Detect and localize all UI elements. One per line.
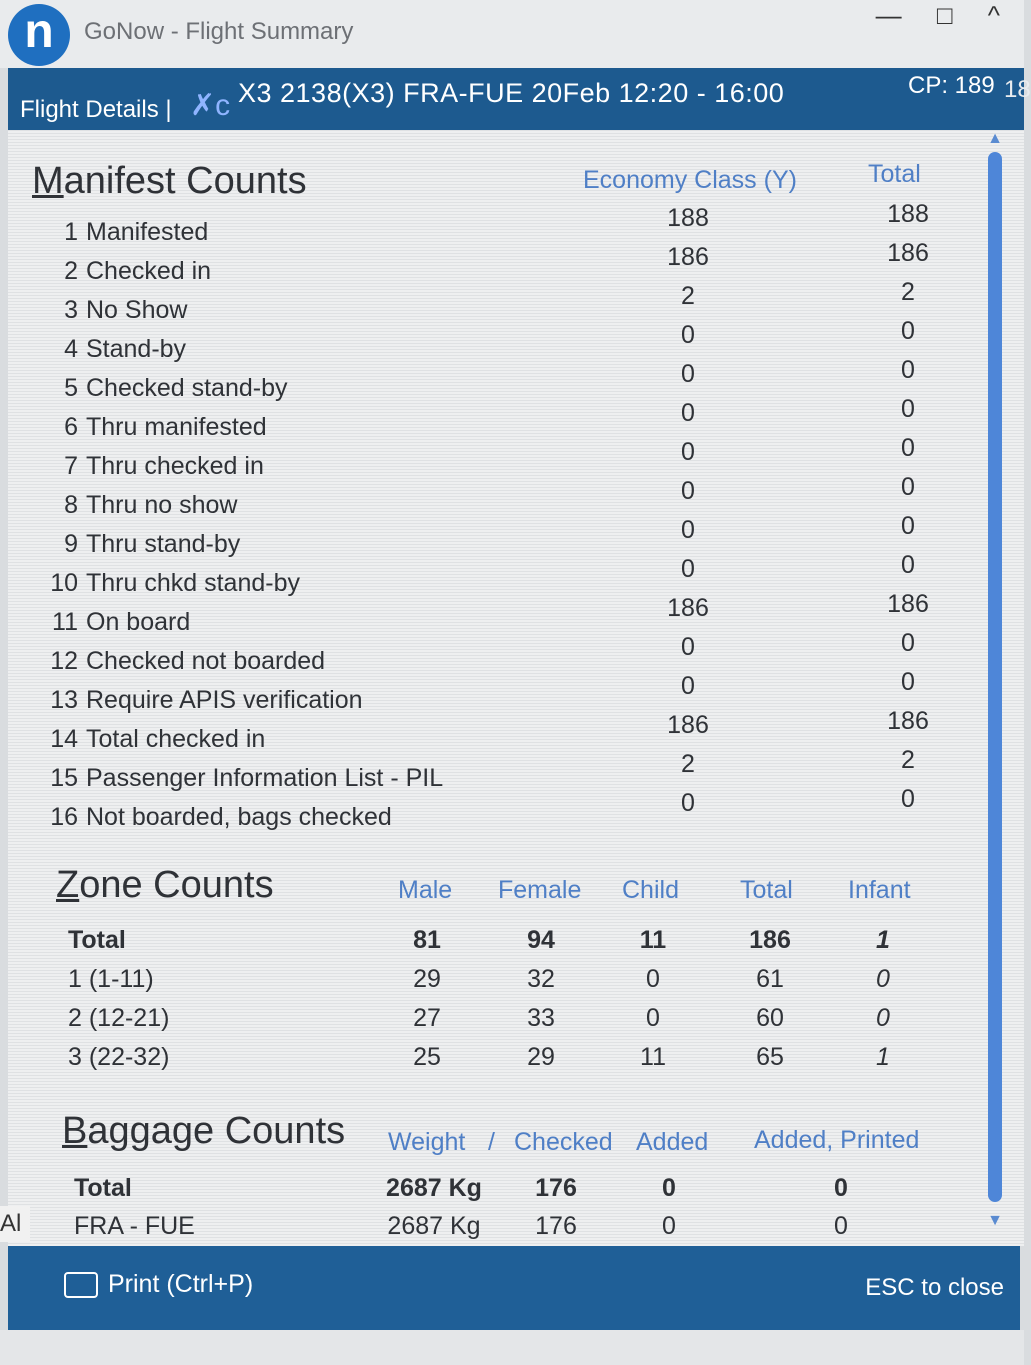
zone-total-value: 186 bbox=[749, 926, 791, 954]
manifest-total-value: 2 bbox=[901, 746, 915, 774]
zone-infant-value: 1 bbox=[876, 926, 890, 954]
col-male: Male bbox=[398, 876, 453, 904]
vertical-scrollbar[interactable] bbox=[984, 130, 1006, 1240]
manifest-row-text: No Show bbox=[86, 296, 188, 324]
col-total: Total bbox=[868, 160, 921, 188]
bottom-strip bbox=[0, 1330, 1024, 1365]
manifest-row-number: 16 bbox=[50, 803, 78, 831]
col-separator: / bbox=[488, 1128, 495, 1156]
flight-details-label: Flight Details | bbox=[20, 96, 172, 123]
baggage-added-printed-value: 0 bbox=[834, 1174, 848, 1202]
airline-logo-icon: ✗c bbox=[190, 89, 231, 122]
summary-content bbox=[8, 130, 1024, 1246]
manifest-row-label bbox=[34, 218, 208, 247]
zone-total-value: 65 bbox=[756, 1043, 784, 1071]
manifest-economy-value: 186 bbox=[667, 243, 709, 271]
manifest-row-text: Total checked in bbox=[86, 725, 266, 753]
manifest-row-label bbox=[34, 530, 240, 559]
manifest-row-text: Stand-by bbox=[86, 335, 187, 363]
zone-male-value: 81 bbox=[413, 926, 441, 954]
manifest-row-number: 6 bbox=[64, 413, 78, 441]
manifest-row-text: Not boarded, bags checked bbox=[86, 803, 392, 831]
manifest-total-value: 0 bbox=[901, 512, 915, 540]
manifest-row-number: 8 bbox=[64, 491, 78, 519]
scroll-down-arrow-icon[interactable]: ▼ bbox=[987, 1212, 1003, 1229]
manifest-row-text: Thru no show bbox=[86, 491, 238, 519]
print-button[interactable] bbox=[64, 1270, 253, 1299]
manifest-economy-value: 0 bbox=[681, 321, 695, 349]
manifest-row-label bbox=[34, 257, 211, 286]
manifest-counts-title: Manifest Counts bbox=[32, 160, 307, 202]
manifest-row-label bbox=[34, 335, 186, 364]
flight-info: X3 2138(X3) FRA-FUE 20Feb 12:20 - 16:00 bbox=[238, 78, 785, 108]
zone-row-label: 2 (12-21) bbox=[68, 1004, 170, 1032]
zone-infant-value: 1 bbox=[876, 1043, 890, 1071]
zone-male-value: 29 bbox=[413, 965, 441, 993]
app-logo-icon: n bbox=[8, 4, 70, 66]
manifest-row-label bbox=[34, 647, 325, 676]
manifest-economy-value: 0 bbox=[681, 672, 695, 700]
manifest-economy-value: 0 bbox=[681, 360, 695, 388]
manifest-row-label bbox=[34, 608, 190, 637]
flight-header bbox=[8, 68, 1031, 130]
baggage-checked-value: 176 bbox=[535, 1174, 577, 1202]
manifest-economy-value: 2 bbox=[681, 282, 695, 310]
baggage-checked-value: 176 bbox=[535, 1212, 577, 1240]
manifest-row-label bbox=[34, 686, 363, 715]
manifest-row-text: Manifested bbox=[86, 218, 209, 246]
window-title-bar bbox=[0, 0, 1024, 68]
scroll-up-arrow-icon[interactable]: ▲ bbox=[987, 130, 1003, 147]
zone-female-value: 29 bbox=[527, 1043, 555, 1071]
zone-child-value: 11 bbox=[640, 1043, 666, 1071]
col-zone-total: Total bbox=[740, 876, 793, 904]
manifest-economy-value: 2 bbox=[681, 750, 695, 778]
manifest-economy-value: 186 bbox=[667, 711, 709, 739]
manifest-row-text: On board bbox=[86, 608, 191, 636]
manifest-economy-value: 0 bbox=[681, 438, 695, 466]
window-title: GoNow - Flight Summary bbox=[84, 18, 354, 45]
manifest-row-number: 10 bbox=[50, 569, 78, 597]
col-added-printed: Added, Printed bbox=[754, 1126, 920, 1154]
col-checked: Checked bbox=[514, 1128, 613, 1156]
manifest-total-value: 0 bbox=[901, 668, 915, 696]
baggage-weight-value: 2687 Kg bbox=[387, 1212, 481, 1240]
col-female: Female bbox=[498, 876, 582, 904]
manifest-row-number: 2 bbox=[64, 257, 78, 285]
manifest-total-value: 186 bbox=[887, 590, 929, 618]
manifest-economy-value: 186 bbox=[667, 594, 709, 622]
zone-total-value: 61 bbox=[756, 965, 784, 993]
print-button-label: Print (Ctrl+P) bbox=[108, 1270, 254, 1298]
side-fragment-text: Al bbox=[0, 1206, 30, 1242]
zone-row-label: Total bbox=[68, 926, 126, 954]
manifest-total-value: 0 bbox=[901, 317, 915, 345]
manifest-total-value: 0 bbox=[901, 629, 915, 657]
manifest-economy-value: 0 bbox=[681, 477, 695, 505]
manifest-total-value: 188 bbox=[887, 200, 929, 228]
manifest-row-text: Checked not boarded bbox=[86, 647, 326, 675]
manifest-economy-value: 188 bbox=[667, 204, 709, 232]
baggage-added-printed-value: 0 bbox=[834, 1212, 848, 1240]
zone-child-value: 0 bbox=[646, 1004, 660, 1032]
zone-infant-value: 0 bbox=[876, 1004, 890, 1032]
zone-female-value: 32 bbox=[527, 965, 555, 993]
manifest-total-value: 2 bbox=[901, 278, 915, 306]
manifest-row-text: Thru stand-by bbox=[86, 530, 241, 558]
manifest-row-number: 4 bbox=[64, 335, 78, 363]
zone-child-value: 0 bbox=[646, 965, 660, 993]
manifest-total-value: 186 bbox=[887, 707, 929, 735]
col-child: Child bbox=[622, 876, 679, 904]
baggage-row-label: FRA - FUE bbox=[74, 1212, 195, 1240]
manifest-total-value: 0 bbox=[901, 395, 915, 423]
zone-total-value: 60 bbox=[756, 1004, 784, 1032]
manifest-row-text: Checked stand-by bbox=[86, 374, 288, 402]
manifest-row-text: Thru chkd stand-by bbox=[86, 569, 300, 597]
zone-male-value: 27 bbox=[413, 1004, 441, 1032]
manifest-row-number: 12 bbox=[50, 647, 78, 675]
manifest-total-value: 0 bbox=[901, 785, 915, 813]
manifest-row-number: 3 bbox=[64, 296, 78, 324]
manifest-economy-value: 0 bbox=[681, 555, 695, 583]
manifest-total-value: 0 bbox=[901, 356, 915, 384]
manifest-row-text: Thru checked in bbox=[86, 452, 264, 480]
zone-row-label: 3 (22-32) bbox=[68, 1043, 170, 1071]
zone-female-value: 33 bbox=[527, 1004, 555, 1032]
manifest-row-number: 11 bbox=[52, 608, 78, 636]
manifest-row-text: Passenger Information List - PIL bbox=[86, 764, 444, 792]
capacity-overflow-text: 18 bbox=[1004, 76, 1031, 103]
manifest-row-text: Thru manifested bbox=[86, 413, 267, 441]
manifest-row-text: Checked in bbox=[86, 257, 212, 285]
manifest-economy-value: 0 bbox=[681, 516, 695, 544]
col-infant: Infant bbox=[848, 876, 911, 904]
baggage-row-label: Total bbox=[74, 1174, 132, 1202]
zone-male-value: 25 bbox=[413, 1043, 441, 1071]
manifest-row-label bbox=[34, 452, 264, 481]
manifest-row-number: 5 bbox=[64, 374, 78, 402]
scroll-thumb[interactable] bbox=[988, 152, 1002, 1202]
dialog-footer bbox=[8, 1246, 1020, 1330]
zone-infant-value: 0 bbox=[876, 965, 890, 993]
zone-child-value: 11 bbox=[639, 926, 667, 954]
manifest-row-number: 1 bbox=[64, 218, 78, 246]
zone-row-label: 1 (1-11) bbox=[68, 965, 154, 993]
manifest-economy-value: 0 bbox=[681, 633, 695, 661]
zone-female-value: 94 bbox=[527, 926, 555, 954]
manifest-row-number: 15 bbox=[50, 764, 78, 792]
manifest-row-label bbox=[34, 413, 267, 442]
manifest-row-text: Require APIS verification bbox=[86, 686, 363, 714]
capacity-value: CP: 189 bbox=[908, 72, 995, 99]
manifest-row-label bbox=[34, 764, 443, 793]
manifest-row-number: 7 bbox=[64, 452, 78, 480]
baggage-counts-title: Baggage Counts bbox=[62, 1110, 346, 1152]
manifest-row-label bbox=[34, 725, 265, 754]
manifest-economy-value: 0 bbox=[681, 789, 695, 817]
manifest-total-value: 186 bbox=[887, 239, 929, 267]
col-added: Added bbox=[636, 1128, 709, 1156]
manifest-row-label bbox=[34, 569, 300, 598]
col-weight: Weight bbox=[388, 1128, 466, 1156]
manifest-total-value: 0 bbox=[901, 551, 915, 579]
manifest-row-number: 14 bbox=[50, 725, 78, 753]
manifest-total-value: 0 bbox=[901, 434, 915, 462]
manifest-row-label bbox=[34, 374, 288, 403]
manifest-row-number: 13 bbox=[50, 686, 78, 714]
manifest-row-label bbox=[34, 803, 392, 832]
zone-counts-title: Zone Counts bbox=[56, 864, 274, 906]
window-controls[interactable]: — □ ^ bbox=[875, 0, 1014, 30]
manifest-row-number: 9 bbox=[64, 530, 78, 558]
close-button[interactable]: ESC to close bbox=[865, 1274, 1004, 1301]
col-economy-class: Economy Class (Y) bbox=[583, 166, 797, 194]
manifest-row-label bbox=[34, 296, 187, 325]
manifest-row-label bbox=[34, 491, 237, 520]
baggage-added-value: 0 bbox=[662, 1212, 676, 1240]
baggage-added-value: 0 bbox=[662, 1174, 676, 1202]
manifest-economy-value: 0 bbox=[681, 399, 695, 427]
printer-icon bbox=[64, 1272, 98, 1298]
baggage-weight-value: 2687 Kg bbox=[386, 1174, 482, 1202]
manifest-total-value: 0 bbox=[901, 473, 915, 501]
